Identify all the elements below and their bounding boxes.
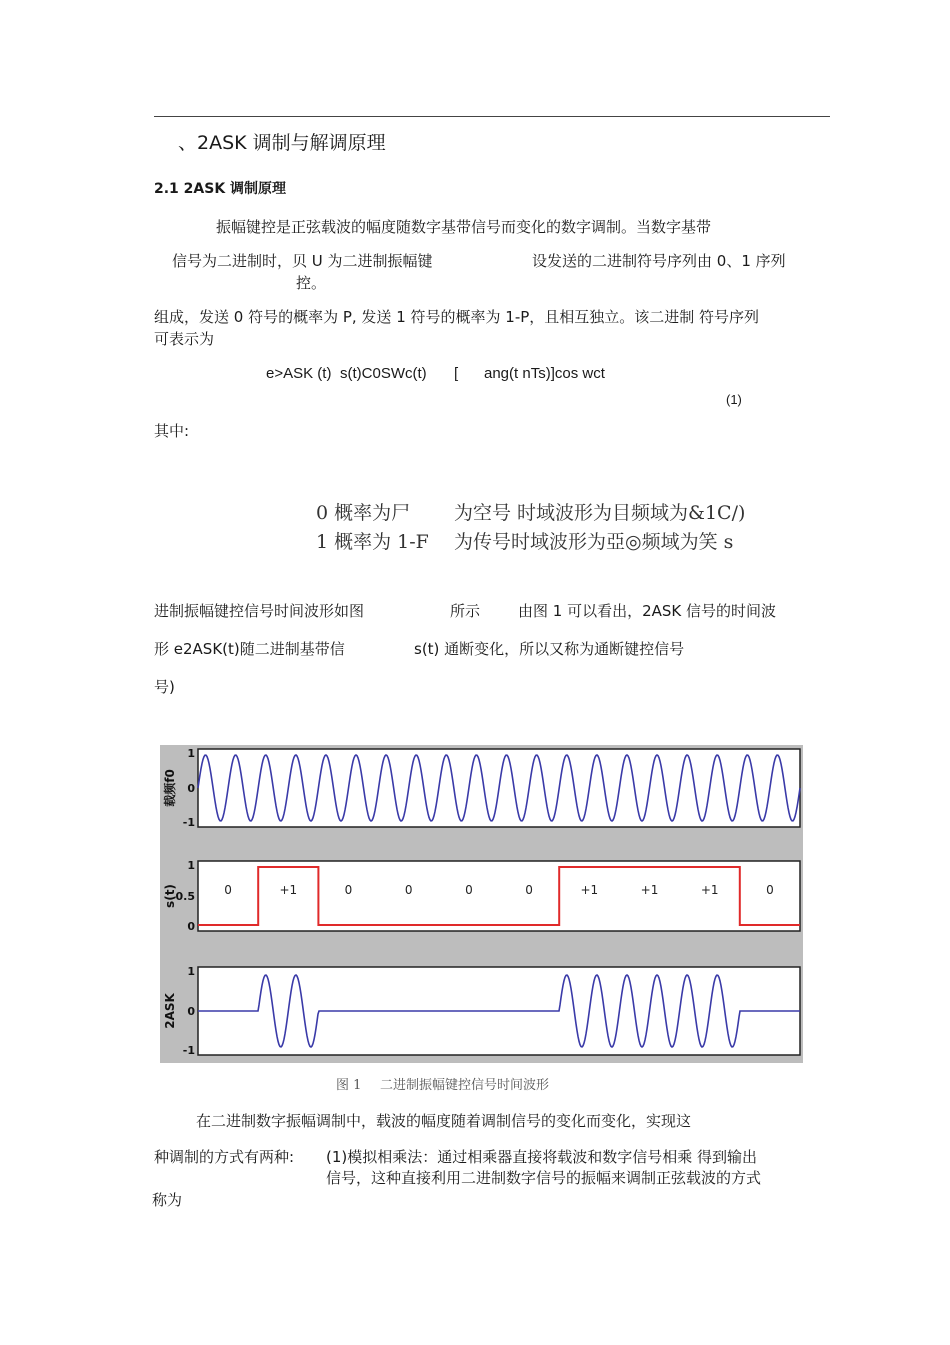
formula-term-a: s(t)C0SWc(t) xyxy=(340,365,427,382)
bit-label: +1 xyxy=(279,883,298,897)
para1-line3: 组成，发送 0 符号的概率为 P, 发送 1 符号的概率为 1-P，且相互独立。该二进制 符号序列 xyxy=(154,308,760,326)
y-tick-label: -1 xyxy=(182,1044,195,1057)
bit-label: +1 xyxy=(640,883,659,897)
figure-caption-label: 图 1 xyxy=(336,1078,362,1093)
bit-label: 0 xyxy=(404,883,413,897)
case-row2-left: 1 概率为 1-F xyxy=(316,531,429,553)
para1-line1: 振幅键控是正弦载波的幅度随数字基带信号而变化的数字调制。当数字基带 xyxy=(216,218,712,236)
bit-label: 0 xyxy=(224,883,232,897)
para3-line2a: 种调制的方式有两种: xyxy=(154,1148,295,1166)
para1-line2c: 设发送的二进制符号序列由 0、1 序列 xyxy=(532,252,786,270)
y-tick-label: 1 xyxy=(187,965,195,978)
para2-line1c: 由图 1 可以看出，2ASK 信号的时间波 xyxy=(518,602,777,620)
y-axis-label: 2ASK xyxy=(163,993,177,1029)
para2-line1a: 进制振幅键控信号时间波形如图 xyxy=(154,602,365,620)
para2-line1b: 所示 xyxy=(450,602,481,620)
ask-waveform-figure xyxy=(160,745,803,1063)
y-tick-label: 0 xyxy=(187,1005,195,1018)
formula-term-b: [ xyxy=(454,365,459,382)
y-tick-label: 1 xyxy=(187,859,195,872)
case-row1-left: 0 概率为尸 xyxy=(316,502,411,524)
header-rule xyxy=(154,116,830,117)
para3-line2b: (1)模拟相乘法：通过相乘器直接将载波和数字信号相乘 得到输出 xyxy=(326,1148,758,1166)
para3-line1: 在二进制数字振幅调制中，载波的幅度随着调制信号的变化而变化，实现这 xyxy=(196,1112,692,1130)
y-tick-label: 0 xyxy=(187,782,195,795)
para3-line3: 信号，这种直接利用二进制数字信号的振幅来调制正弦载波的方式 xyxy=(326,1169,762,1187)
waveform-svg xyxy=(160,745,803,1063)
y-tick-label: 0 xyxy=(187,920,195,933)
bit-label: 0 xyxy=(766,883,774,897)
formula-lhs: e>ASK (t) xyxy=(266,365,332,382)
para2-line2b: s(t) 通断变化，所以又称为通断键控信号 xyxy=(414,640,685,658)
para1-line2a: 信号为二进制时，贝 U 为二进制振幅键 xyxy=(172,252,433,270)
bit-label: +1 xyxy=(700,883,719,897)
case-row1-right: 为空号 时域波形为目频域为&1C/) xyxy=(454,502,746,524)
para3-line4: 称为 xyxy=(152,1191,183,1209)
para1-line4: 可表示为 xyxy=(154,330,215,348)
section-heading: 、2ASK 调制与解调原理 xyxy=(178,132,386,154)
y-tick-label: 0.5 xyxy=(175,890,195,903)
case-row2-right: 为传号时域波形为亞◎频域为笑 s xyxy=(454,531,734,553)
bit-label: 0 xyxy=(344,883,353,897)
formula-number: (1) xyxy=(726,392,742,407)
subsection-heading: 2.1 2ASK 调制原理 xyxy=(154,181,287,197)
y-tick-label: -1 xyxy=(182,816,195,829)
bit-label: 0 xyxy=(525,883,533,897)
y-axis-label: 载频f0 xyxy=(163,769,177,807)
y-tick-label: 1 xyxy=(187,747,195,760)
where-label: 其中: xyxy=(154,422,190,440)
para2-line2a: 形 e2ASK(t)随二进制基带信 xyxy=(154,640,345,658)
figure-caption-text: 二进制振幅键控信号时间波形 xyxy=(380,1078,550,1093)
bit-label: 0 xyxy=(465,883,473,897)
para1-line2b: 控。 xyxy=(296,274,327,292)
para2-line3: 号) xyxy=(154,678,175,696)
formula-term-c: ang(t nTs)]cos wct xyxy=(484,365,605,382)
y-axis-label: s(t) xyxy=(163,884,177,908)
bit-label: +1 xyxy=(580,883,599,897)
